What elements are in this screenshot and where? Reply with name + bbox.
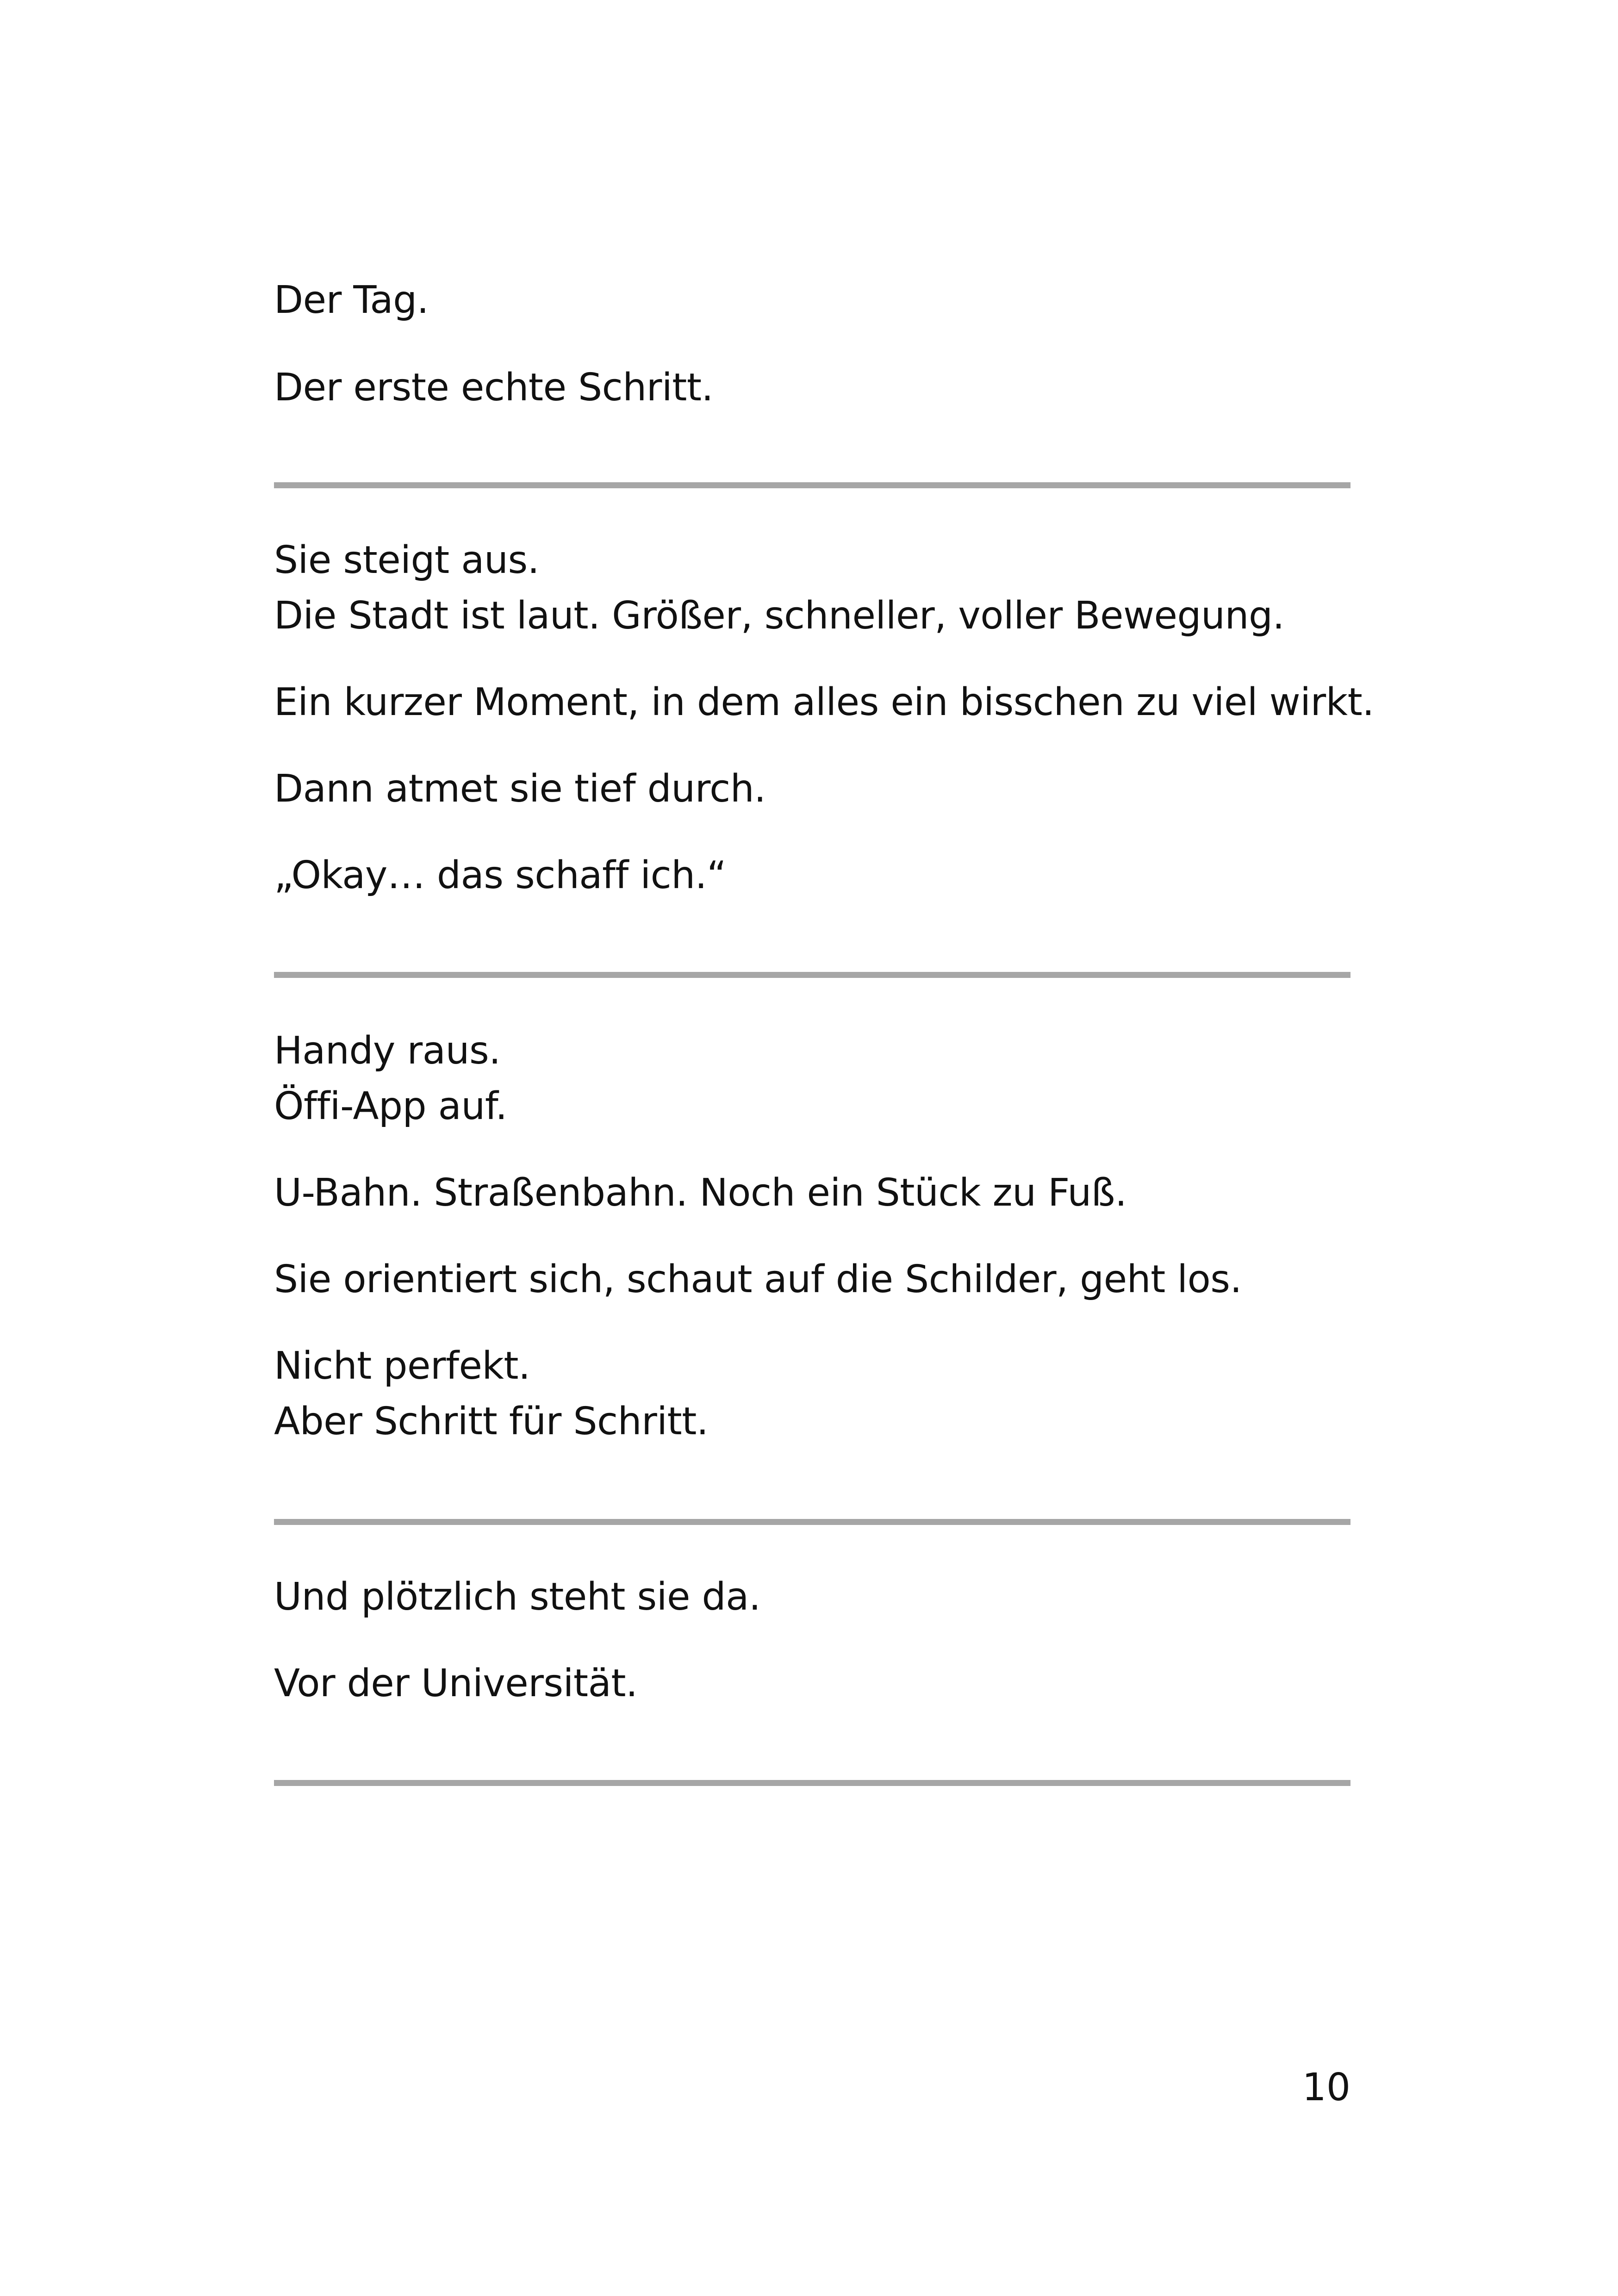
- page-number: 10: [1302, 2066, 1350, 2109]
- text-line: Öffi-App auf.: [274, 1084, 507, 1128]
- text-line: Und plötzlich steht sie da.: [274, 1575, 761, 1619]
- text-line: Aber Schritt für Schritt.: [274, 1400, 709, 1444]
- text-line: Nicht perfekt.: [274, 1344, 530, 1388]
- text-line: „Okay… das schaff ich.“: [274, 853, 727, 897]
- text-line: Sie orientiert sich, schaut auf die Schilder, geht los.: [274, 1257, 1242, 1301]
- text-line: Der Tag.: [274, 278, 429, 322]
- section-divider: [274, 1780, 1350, 1786]
- section-divider: [274, 482, 1350, 488]
- text-line: U-Bahn. Straßenbahn. Noch ein Stück zu Fuß.: [274, 1171, 1127, 1215]
- text-line: Dann atmet sie tief durch.: [274, 767, 766, 811]
- text-line: Handy raus.: [274, 1029, 501, 1073]
- text-line: Sie steigt aus.: [274, 538, 540, 582]
- text-line: Der erste echte Schritt.: [274, 366, 714, 410]
- section-divider: [274, 972, 1350, 978]
- text-line: Die Stadt ist laut. Größer, schneller, voller Bewegung.: [274, 594, 1285, 638]
- section-divider: [274, 1519, 1350, 1525]
- text-line: Vor der Universität.: [274, 1661, 638, 1705]
- text-line: Ein kurzer Moment, in dem alles ein bisschen zu viel wirkt.: [274, 680, 1374, 724]
